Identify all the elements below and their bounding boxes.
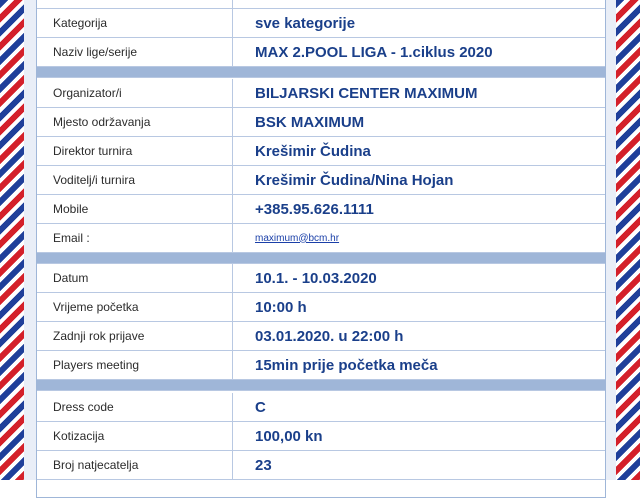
row-value: 10:00 h [255,298,307,316]
section-separator [37,253,605,264]
table-row-mjesto [37,108,605,137]
table-row-kotizacija [37,422,605,451]
decorative-right-border [616,0,640,480]
row-label: Vrijeme početka [37,293,233,321]
row-label: Naziv lige/serije [37,38,233,66]
table-row-voditelj [37,166,605,195]
row-value: 100,00 kn [255,427,323,445]
tournament-info-table [36,0,606,498]
row-label: Kotizacija [37,422,233,450]
table-row-organizator [37,79,605,108]
table-row-naziv-lige [37,38,605,67]
row-label: Broj natjecatelja [37,451,233,479]
row-label: Mobile [37,195,233,223]
row-value: Krešimir Čudina [255,142,371,160]
row-label: Voditelj/i turnira [37,166,233,194]
section-separator [37,380,605,391]
table-row-direktor [37,137,605,166]
email-link[interactable]: maximum@bcm.hr [255,232,340,244]
table-row-rok-prijave [37,322,605,351]
row-value: +385.95.626.1111 [255,200,374,218]
section-separator [37,67,605,78]
row-value: 23 [255,456,272,474]
row-label: Kategorija [37,9,233,37]
row-label: Players meeting [37,351,233,379]
row-label: Direktor turnira [37,137,233,165]
row-value: MAX 2.POOL LIGA - 1.ciklus 2020 [255,43,493,61]
row-label [37,0,233,8]
row-label: Zadnji rok prijave [37,322,233,350]
table-row-kategorija [37,9,605,38]
row-value: Krešimir Čudina/Nina Hojan [255,171,454,189]
row-value: C [255,398,266,416]
table-row-email [37,224,605,253]
row-value: 03.01.2020. u 22:00 h [255,327,404,345]
table-row-vrijeme [37,293,605,322]
row-label: Email : [37,224,233,252]
row-label: Dress code [37,393,233,421]
row-value: BILJARSKI CENTER MAXIMUM [255,84,478,102]
row-label: Organizator/i [37,79,233,107]
table-row-mobile [37,195,605,224]
decorative-left-border [0,0,24,480]
page-background [24,0,616,480]
table-row-dress-code [37,393,605,422]
row-value: 10.1. - 10.03.2020 [255,269,377,287]
row-label: Datum [37,264,233,292]
table-row-top-cut [37,0,605,9]
row-value: sve kategorije [255,14,356,32]
table-row-players-meeting [37,351,605,380]
row-value: BSK MAXIMUM [255,113,365,131]
table-row-broj-natjecatelja [37,451,605,480]
table-row-datum [37,264,605,293]
row-label: Mjesto održavanja [37,108,233,136]
row-value: 15min prije početka meča [255,356,438,374]
